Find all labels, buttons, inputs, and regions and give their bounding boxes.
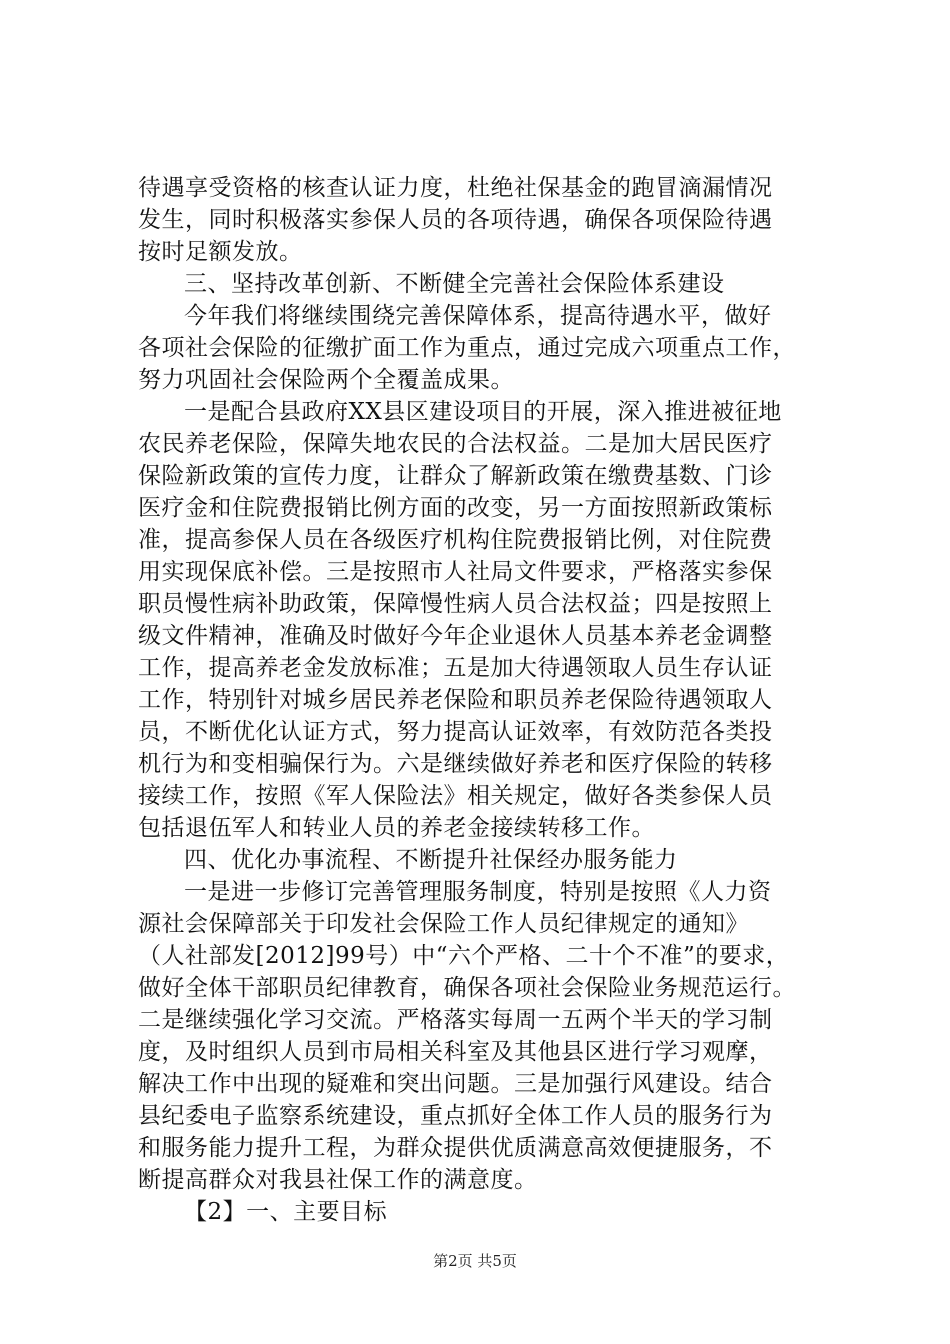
text-line: 度，及时组织人员到市局相关科室及其他县区进行学习观摩， (138, 1039, 773, 1065)
text-line: 工作，特别针对城乡居民养老保险和职员养老保险待遇领取人 (138, 687, 773, 713)
text-line: 接续工作，按照《军人保险法》相关规定，做好各类参保人员 (138, 783, 773, 809)
text-line: 农民养老保险，保障失地农民的合法权益。二是加大居民医疗 (138, 431, 773, 457)
text-line: 用实现保底补偿。三是按照市人社局文件要求，严格落实参保 (138, 559, 773, 585)
text-line: 源社会保障部关于印发社会保险工作人员纪律规定的通知》 (138, 911, 749, 937)
text-line: 和服务能力提升工程，为群众提供优质满意高效便捷服务，不 (138, 1135, 773, 1161)
text-line: 做好全体干部职员纪律教育，确保各项社会保险业务规范运行。 (138, 975, 796, 1001)
document-body (138, 172, 838, 1228)
text-line: 各项社会保险的征缴扩面工作为重点，通过完成六项重点工作， (138, 335, 796, 361)
text-line: 一是配合县政府XX县区建设项目的开展，深入推进被征地 (184, 399, 782, 425)
text-line: 一是进一步修订完善管理服务制度，特别是按照《人力资 (184, 879, 772, 905)
text-line: 解决工作中出现的疑难和突出问题。三是加强行风建设。结合 (138, 1071, 773, 1097)
text-line: （人社部发[2012]99号）中“六个严格、二十个不准”的要求， (138, 943, 790, 969)
text-line: 按时足额发放。 (138, 239, 303, 265)
text-line: 努力巩固社会保险两个全覆盖成果。 (138, 367, 514, 393)
text-line: 医疗金和住院费报销比例方面的改变，另一方面按照新政策标 (138, 495, 773, 521)
text-line: 包括退伍军人和转业人员的养老金接续转移工作。 (138, 815, 655, 841)
text-line: 县纪委电子监察系统建设，重点抓好全体工作人员的服务行为 (138, 1103, 773, 1129)
text-line: 机行为和变相骗保行为。六是继续做好养老和医疗保险的转移 (138, 751, 773, 777)
section-heading: 【2】一、主要目标 (184, 1199, 388, 1225)
text-line: 今年我们将继续围绕完善保障体系，提高待遇水平，做好 (184, 303, 772, 329)
text-line: 待遇享受资格的核查认证力度，杜绝社保基金的跑冒滴漏情况 (138, 175, 773, 201)
page-number: 第2页 共5页 (433, 1252, 517, 1270)
text-line: 发生，同时积极落实参保人员的各项待遇，确保各项保险待遇 (138, 207, 773, 233)
text-line: 员，不断优化认证方式，努力提高认证效率，有效防范各类投 (138, 719, 773, 745)
section-heading: 三、坚持改革创新、不断健全完善社会保险体系建设 (184, 271, 725, 297)
text-line: 断提高群众对我县社保工作的满意度。 (138, 1167, 538, 1193)
text-line: 职员慢性病补助政策，保障慢性病人员合法权益；四是按照上 (138, 591, 773, 617)
text-line: 工作，提高养老金发放标准；五是加大待遇领取人员生存认证 (138, 655, 773, 681)
text-line: 准，提高参保人员在各级医疗机构住院费报销比例，对住院费 (138, 527, 773, 553)
section-heading: 四、优化办事流程、不断提升社保经办服务能力 (184, 847, 678, 873)
text-line: 级文件精神，准确及时做好今年企业退休人员基本养老金调整 (138, 623, 773, 649)
text-line: 保险新政策的宣传力度，让群众了解新政策在缴费基数、门诊 (138, 463, 773, 489)
text-line: 二是继续强化学习交流。严格落实每周一五两个半天的学习制 (138, 1007, 773, 1033)
